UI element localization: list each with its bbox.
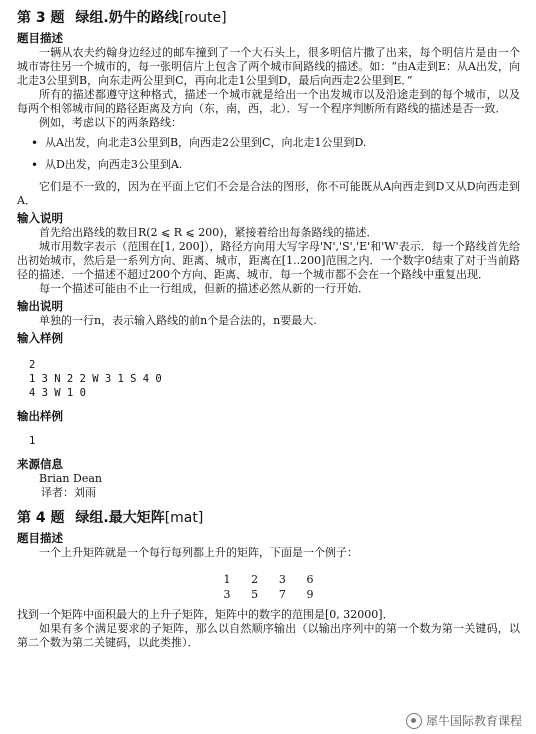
- problem-4-title-en: [mat]: [164, 510, 204, 526]
- problem-4-number: 第 4 题: [17, 510, 65, 526]
- list-item: • 从A出发，向北走3公里到B，向西走2公里到C，向北走1公里到D.: [27, 136, 520, 150]
- p3-input-paragraph-1: 首先给出路线的数目R(2 ⩽ R ⩽ 200)，紧接着给出每条路线的描述．: [39, 226, 378, 239]
- p3-sample-input-heading: 输入样例: [17, 331, 63, 345]
- p3-input-heading: 输入说明: [17, 211, 63, 225]
- problem-4-title: [17, 508, 520, 528]
- matrix-cell: 5: [251, 588, 259, 601]
- p3-input-paragraph-3: 每一个描述可能由不止一行组成，但新的描述必然从新的一行开始．: [39, 282, 369, 295]
- p3-desc-paragraph-2: 所有的描述都遵守这种格式，描述一个城市就是给出一个出发城市以及沿途走到的每个城市，以及每两个相邻城市间的路径距离及方向（东，南，西，北）．写一个程序判断所有路线的描述是否一致．: [17, 88, 520, 115]
- p3-sample-input: 2 1 3 N 2 2 W 3 1 S 4 0 4 3 W 1 0: [29, 359, 162, 399]
- matrix-cell: 3: [223, 588, 231, 601]
- p3-route-list: [17, 136, 520, 172]
- p3-sample-output: 1: [29, 435, 36, 447]
- matrix-row: [224, 572, 314, 587]
- matrix-cell: 3: [278, 573, 286, 586]
- p3-input-paragraph-2: 城市用数字表示（范围在[1, 200]），路径方向用大写字母'N','S','E'和'W'表示．每一个路线首先给出初始城市，然后是一系列方向、距离、城市，距离在[1..200]范围之内．一个数字0结束了对于当前路径的描述．一个描述不超过200个方向、距离、城市．每一个城市都不会在一个路线中重复出现．: [17, 240, 520, 281]
- problem-3-title-en: [route]: [178, 10, 227, 26]
- wechat-icon: [406, 713, 422, 729]
- matrix-cell: 7: [278, 588, 286, 601]
- p4-desc-paragraph-1: 一个上升矩阵就是一个每行每列都上升的矩阵，下面是一个例子：: [39, 546, 358, 559]
- watermark-text: 犀牛国际教育课程: [425, 714, 522, 728]
- watermark: [406, 712, 522, 729]
- p3-output-paragraph: 单独的一行n，表示输入路线的前n个是合法的，n要最大.: [39, 314, 317, 327]
- p4-example-matrix: [224, 572, 314, 602]
- matrix-cell: 9: [306, 588, 314, 601]
- problem-3-number: 第 3 题: [17, 10, 65, 26]
- matrix-cell: 1: [223, 573, 231, 586]
- p3-sample-output-heading: 输出样例: [17, 409, 63, 423]
- p3-desc-paragraph-4: 它们是不一致的，因为在平面上它们不会是合法的图形，你不可能既从A向西走到D又从D向西走到A．: [17, 180, 520, 207]
- problem-4-title-cn: 绿组.最大矩阵: [75, 510, 165, 526]
- matrix-cell: 6: [306, 573, 314, 586]
- matrix-cell: 2: [251, 573, 259, 586]
- p3-source-author: Brian Dean: [39, 472, 102, 485]
- list-item: • 从D出发，向西走3公里到A.: [27, 158, 520, 172]
- problem-3-title-cn: 绿组.奶牛的路线: [75, 10, 179, 26]
- p3-desc-paragraph-3: 例如，考虑以下的两条路线：: [39, 116, 182, 129]
- problem-3-title: [17, 8, 520, 28]
- matrix-row: [224, 587, 314, 602]
- p4-desc-paragraph-2: 找到一个矩阵中面积最大的上升子矩阵，矩阵中的数字的范围是[0, 32000]．: [17, 608, 394, 621]
- p3-desc-paragraph-1: 一辆从农夫约翰身边经过的邮车撞到了一个大石头上，很多明信片撒了出来，每个明信片是由一个城市寄往另一个城市的，每一张明信片上包含了两个城市间路线的描述。如：“由A走到E：从A出发，向北走3公里到B，向东走两公里到C，再向北走1公里到D，最后向西走2公里到E．”: [17, 46, 520, 87]
- p3-source-heading: 来源信息: [17, 457, 63, 471]
- p3-output-heading: 输出说明: [17, 299, 63, 313]
- p4-desc-paragraph-3: 如果有多个满足要求的子矩阵，那么以自然顺序输出（以输出序列中的第一个数为第一关键码，以第二个数为第二关键码，以此类推）．: [17, 622, 520, 649]
- p3-source-translator: 译者：刘雨: [41, 486, 96, 499]
- p3-desc-heading: 题目描述: [17, 31, 63, 45]
- p4-desc-heading: 题目描述: [17, 531, 63, 545]
